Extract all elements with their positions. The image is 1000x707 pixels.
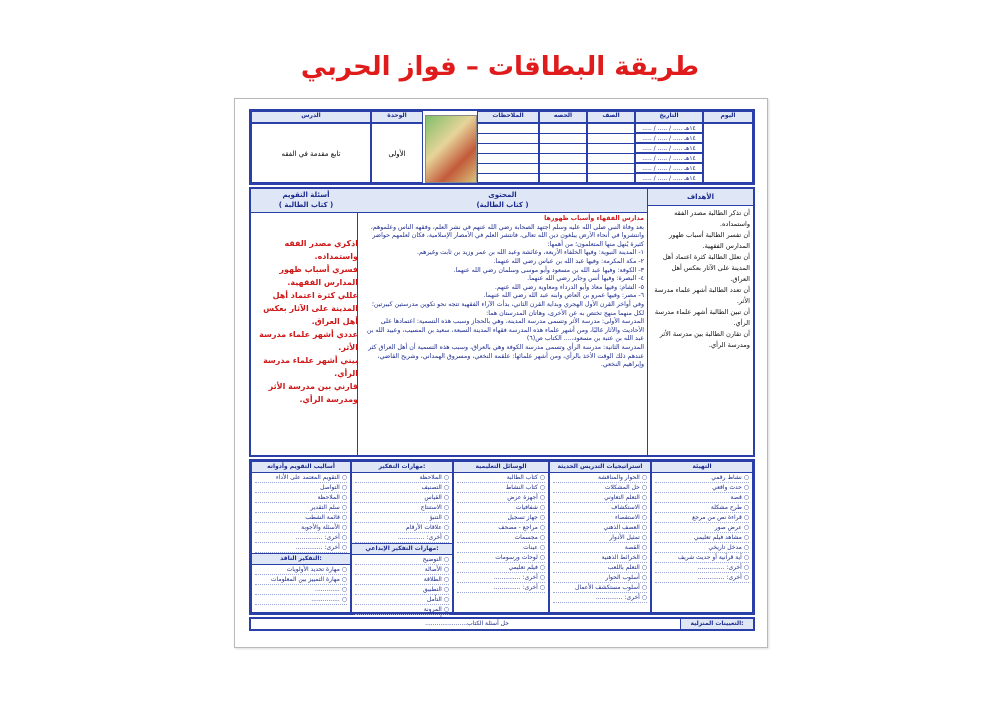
- notes-column[interactable]: [477, 123, 539, 183]
- intro-option[interactable]: ○ حدث واقعي: [655, 483, 749, 493]
- aids-list: [454, 473, 548, 593]
- content-paragraph: ٣- الكوفة: وفيها عبد الله بن مسعود وأبو موسى وسلمان رضي الله عنهما.: [453, 266, 644, 274]
- objective-item: أن تعلل الطالبة كثرة اعتماد أهل المدينة على الآثار بعكس أهل العراق.: [662, 253, 750, 283]
- date-header: التاريخ: [635, 111, 703, 123]
- thinking-option[interactable]: ○ الاستنتاج: [355, 503, 449, 513]
- strategy-option[interactable]: ○ التعلم التعاوني: [553, 493, 647, 503]
- objective-item: أن تعدد الطالبة أشهر علماء مدرسة الأثر.: [654, 286, 750, 305]
- strategy-option[interactable]: ○ أسلوب الحوار: [553, 573, 647, 583]
- assessment-option[interactable]: ○ الملاحظة: [255, 493, 347, 503]
- critical-thinking-list: [252, 565, 350, 605]
- content-text: [358, 213, 647, 372]
- lesson-header: الدرس: [251, 111, 371, 123]
- content-column: [357, 189, 647, 455]
- assessment-option[interactable]: ○ قائمة الشطب: [255, 513, 347, 523]
- objectives-column: [647, 189, 753, 455]
- evaluation-question: بيني أشهر علماء مدرسة الرأي.: [263, 356, 358, 378]
- notes-header: الملاحظات: [477, 111, 539, 123]
- thinking-list: [352, 473, 452, 543]
- thinking-option[interactable]: ○ التنبؤ: [355, 513, 449, 523]
- intro-option[interactable]: ○ عرض صور: [655, 523, 749, 533]
- aids-header: الوسائل التعليمية: [454, 462, 548, 473]
- day-header: اليوم: [703, 111, 753, 123]
- strategies-header: استراتيجيات التدريس الحديثة: [550, 462, 650, 473]
- aid-option[interactable]: ○ عينات: [457, 543, 545, 553]
- creative-option[interactable]: ○ المرونة: [355, 605, 449, 615]
- period-header: الحصه: [539, 111, 587, 123]
- aid-option[interactable]: ○ مجسمات: [457, 533, 545, 543]
- intro-option[interactable]: ○ طرح مشكلة: [655, 503, 749, 513]
- textbook-cover-image: [425, 115, 477, 183]
- intro-option[interactable]: ○ نشاط رقمي: [655, 473, 749, 483]
- content-paragraph: ٥- الشام: وفيها معاذ وأبو الدرداء ومعاوية رضي الله عنهم.: [494, 283, 644, 291]
- aid-option[interactable]: ○ لوحات ورسومات: [457, 553, 545, 563]
- class-column[interactable]: [587, 123, 635, 183]
- intro-option[interactable]: ○ قراءة نص من مرجع: [655, 513, 749, 523]
- period-column[interactable]: [539, 123, 587, 183]
- strategy-option[interactable]: ○ الحوار والمناقشة: [553, 473, 647, 483]
- date-grid: [477, 123, 753, 183]
- evaluation-question: فسري أسباب ظهور المدارس الفقهية.: [279, 265, 358, 287]
- class-header: الصف: [587, 111, 635, 123]
- creative-option[interactable]: ○ التطبيق: [355, 585, 449, 595]
- creative-option[interactable]: ○ الطلاقة: [355, 575, 449, 585]
- creative-option[interactable]: ○ الأصالة: [355, 565, 449, 575]
- aid-option[interactable]: ○ أجهزة عرض: [457, 493, 545, 503]
- objective-item: أن تقارن الطالبة بين مدرسة الأثر ومدرسة الرأي.: [659, 330, 750, 349]
- aid-option[interactable]: ○ كتاب النشاط: [457, 483, 545, 493]
- content-paragraph: بعد وفاة النبي صلى الله عليه وسلم اجتهد الصحابة رضي الله عنهم في نشر العلم، وفقهه الناس وعلموهم، وانتشروا في أنحاء الأرض يبلغون دين الله تعالى، فانتشر العلم في الأمصار الإسلامية، فكان لعلمهم حواضر كثيرة يُنهل منها المتعلمون؛ من أهمها:: [370, 223, 644, 248]
- content-header: [358, 189, 647, 213]
- unit-value: الأولى: [371, 123, 423, 183]
- aid-option[interactable]: ○ جهاز تسجيل: [457, 513, 545, 523]
- thinking-option[interactable]: ○ الملاحظة: [355, 473, 449, 483]
- strategy-option[interactable]: ○ التعلم باللعب: [553, 563, 647, 573]
- critical-thinking-header: التفكير الناقد:: [252, 553, 350, 565]
- strategies-column: [549, 461, 651, 613]
- content-paragraph-school-2: المدرسة الثانية: مدرسة الرأي وتسمى مدرسة الكوفة وهي بالعراق، وسبب هذه التسمية أن أهل العراق كثر عندهم ذلك الوقت الأخذ بالرأي، ومن أشهر علمائها: علقمة النخعي، ومسروق الهمداني، وشريح القاضي، وإبراهيم النخعي.: [368, 343, 644, 369]
- aids-column: [453, 461, 549, 613]
- assessment-option[interactable]: ○ سلم التقدير: [255, 503, 347, 513]
- strategy-option[interactable]: ○ أخرى: ..............: [553, 593, 647, 603]
- page-title: طريقة البطاقات – فواز الحربي: [300, 52, 700, 82]
- unit-header: الوحدة: [371, 111, 423, 123]
- assessment-option[interactable]: ○ أخرى: ..............: [255, 543, 347, 553]
- evaluation-question: عللي كثرة اعتماد أهل المدينة على الآثار بعكس أهل العراق.: [263, 291, 358, 326]
- content-header-title: المحتوى: [488, 191, 517, 199]
- creative-thinking-header: مهارات التفكير الإبداعي:: [352, 543, 452, 555]
- evaluation-question: اذكري مصدر الفقه واستمداده.: [284, 239, 358, 261]
- date-row[interactable]: ..... / ..... / ..... ١٤هـ: [635, 143, 703, 153]
- assessment-option[interactable]: ○ أخرى: ..............: [255, 533, 347, 543]
- evaluation-questions: [251, 213, 361, 408]
- lesson-card-sheet: [234, 98, 768, 648]
- strategy-option[interactable]: ○ القصة: [553, 543, 647, 553]
- lesson-value: تابع مقدمة في الفقه: [251, 123, 371, 183]
- thinking-option[interactable]: ○ أخرى: ..............: [355, 533, 449, 543]
- assessment-list: [252, 473, 350, 553]
- date-row[interactable]: ..... / ..... / ..... ١٤هـ: [635, 133, 703, 143]
- intro-list: [652, 473, 752, 583]
- thinking-option[interactable]: ○ علاقات الأرقام: [355, 523, 449, 533]
- assessment-option[interactable]: ○ التواصل: [255, 483, 347, 493]
- strategy-option[interactable]: ○ أسلوب مستكشف الأعمال: [553, 583, 647, 593]
- objectives-header: الأهداف: [648, 189, 753, 206]
- critical-option[interactable]: ○ ...............: [255, 595, 347, 605]
- aid-option[interactable]: ○ شفافيات: [457, 503, 545, 513]
- objectives-list: [648, 206, 753, 353]
- aid-option[interactable]: ○ أخرى: ..............: [457, 583, 545, 593]
- content-paragraph: ٦- مصر: وفيها عمرو بن العاص وابنه عبد الله رضي الله عنهما.: [483, 292, 644, 300]
- evaluation-header-title: أسئلة التقويم: [282, 191, 330, 199]
- date-rows: [635, 123, 703, 183]
- strategy-option[interactable]: ○ الاستقصاء: [553, 513, 647, 523]
- evaluation-header-sub: ( كتاب الطالبة ): [278, 201, 334, 209]
- evaluation-question: عددي أشهر علماء مدرسة الأثر.: [259, 330, 358, 352]
- evaluation-question: قارني بين مدرسة الأثر ومدرسة الرأي.: [268, 382, 358, 404]
- creative-thinking-list: [352, 555, 452, 625]
- intro-option[interactable]: ○ آية قرآنية أو حديث شريف: [655, 553, 749, 563]
- aid-option[interactable]: ○ أخرى: ..............: [457, 573, 545, 583]
- critical-option[interactable]: ○ مهارة تحديد الأولويات: [255, 565, 347, 575]
- assessment-option[interactable]: ○ التقويم المعتمد على الأداء: [255, 473, 347, 483]
- day-column[interactable]: [703, 123, 753, 183]
- objective-item: أن تذكر الطالبة مصدر الفقه واستمداده.: [674, 209, 750, 228]
- intro-option[interactable]: ○ أخرى: ..............: [655, 573, 749, 583]
- content-paragraph: وفي أواخر القرن الأول الهجري وبداية القرن الثاني، بدأت الآراء الفقهية تتجه نحو تكوين مدرستين كبيرتين؛ لكل منهما منهج تختص به عن الأخرى، وهاتان المدرستان هما:: [371, 300, 644, 317]
- date-row[interactable]: ..... / ..... / ..... ١٤هـ: [635, 123, 703, 133]
- assessment-header: أساليب التقويم وأدواته: [252, 462, 350, 473]
- assessment-option[interactable]: ○ الأسئلة والأجوبة: [255, 523, 347, 533]
- intro-option[interactable]: ○ مشاهد فيلم تعليمي: [655, 533, 749, 543]
- intro-option[interactable]: ○ مدخل تاريخي: [655, 543, 749, 553]
- strategy-option[interactable]: ○ الاستكشاف: [553, 503, 647, 513]
- methods-block: [249, 459, 755, 615]
- strategy-option[interactable]: ○ الخرائط الذهنية: [553, 553, 647, 563]
- homework-label: التعيينات المنزلية:: [680, 619, 753, 629]
- homework-row: [249, 617, 755, 631]
- assessment-column: [251, 461, 351, 613]
- evaluation-column: [251, 189, 361, 455]
- content-paragraph-school-1: المدرسة الأولى: مدرسة الأثر وتسمى مدرسة المدينة، وهي بالحجاز وسبب هذه التسمية: اعتمادها على الأحاديث والآثار غالبًا، ومن أشهر علماء هذه المدرسة فقهاء المدينة السبعة، سعيد بن المسيب، وعبيد الله بن عبد الله بن عتبة بن مسعود،.... الكتاب ص(٦): [366, 318, 644, 343]
- strategy-option[interactable]: ○ تمثيل الأدوار: [553, 533, 647, 543]
- strategy-option[interactable]: ○ العصف الذهني: [553, 523, 647, 533]
- content-header-sub: (كتاب الطالبة ): [476, 201, 529, 209]
- homework-value[interactable]: حل أسئلة الكتاب......................: [425, 620, 509, 627]
- aid-option[interactable]: ○ فيلم تعليمي: [457, 563, 545, 573]
- strategies-list: [550, 473, 650, 603]
- content-title: مدارس الفقهاء وأسباب ظهورها: [544, 215, 644, 222]
- creative-option[interactable]: ○ التوضيح: [355, 555, 449, 565]
- date-row[interactable]: ..... / ..... / ..... ١٤هـ: [635, 173, 703, 183]
- intro-option[interactable]: ○ أخرى: ..............: [655, 563, 749, 573]
- content-paragraph: ١- المدينة النبوية: وفيها الخلفاء الأربعة، وعائشة وعبد الله بن عمر وزيد بن ثابت وغيرهم.: [416, 249, 644, 257]
- thinking-option[interactable]: ○ القياس: [355, 493, 449, 503]
- critical-option[interactable]: ○ مهارة التمييز بين المعلومات: [255, 575, 347, 585]
- intro-column: [651, 461, 753, 613]
- thinking-option[interactable]: ○ التصنيف: [355, 483, 449, 493]
- date-row[interactable]: ..... / ..... / ..... ١٤هـ: [635, 153, 703, 163]
- content-paragraph: ٤- البصرة: وفيها أنس وجابر رضي الله عنهما.: [527, 275, 644, 283]
- thinking-header: مهارات التفكير:: [352, 462, 452, 473]
- intro-header: التهيئة: [652, 462, 752, 473]
- thinking-column: [351, 461, 453, 613]
- objective-item: أن تفسر الطالبة أسباب ظهور المدارس الفقهية.: [669, 231, 750, 250]
- content-paragraph: ٢- مكة المكرمة: وفيها عبد الله بن عباس رضي الله عنهما.: [493, 257, 644, 265]
- critical-option[interactable]: ○ .............: [255, 585, 347, 595]
- evaluation-header: [251, 189, 361, 213]
- aid-option[interactable]: ○ مراجع - مصحف: [457, 523, 545, 533]
- main-block: [249, 187, 755, 457]
- strategy-option[interactable]: ○ حل المشكلات: [553, 483, 647, 493]
- objective-item: أن تبين الطالبة أشهر علماء مدرسة الرأي.: [654, 308, 750, 327]
- aid-option[interactable]: ○ كتاب الطالبة: [457, 473, 545, 483]
- creative-option[interactable]: ○ التأمل: [355, 595, 449, 605]
- date-row[interactable]: ..... / ..... / ..... ١٤هـ: [635, 163, 703, 173]
- intro-option[interactable]: ○ قصة: [655, 493, 749, 503]
- header-block: [249, 109, 755, 185]
